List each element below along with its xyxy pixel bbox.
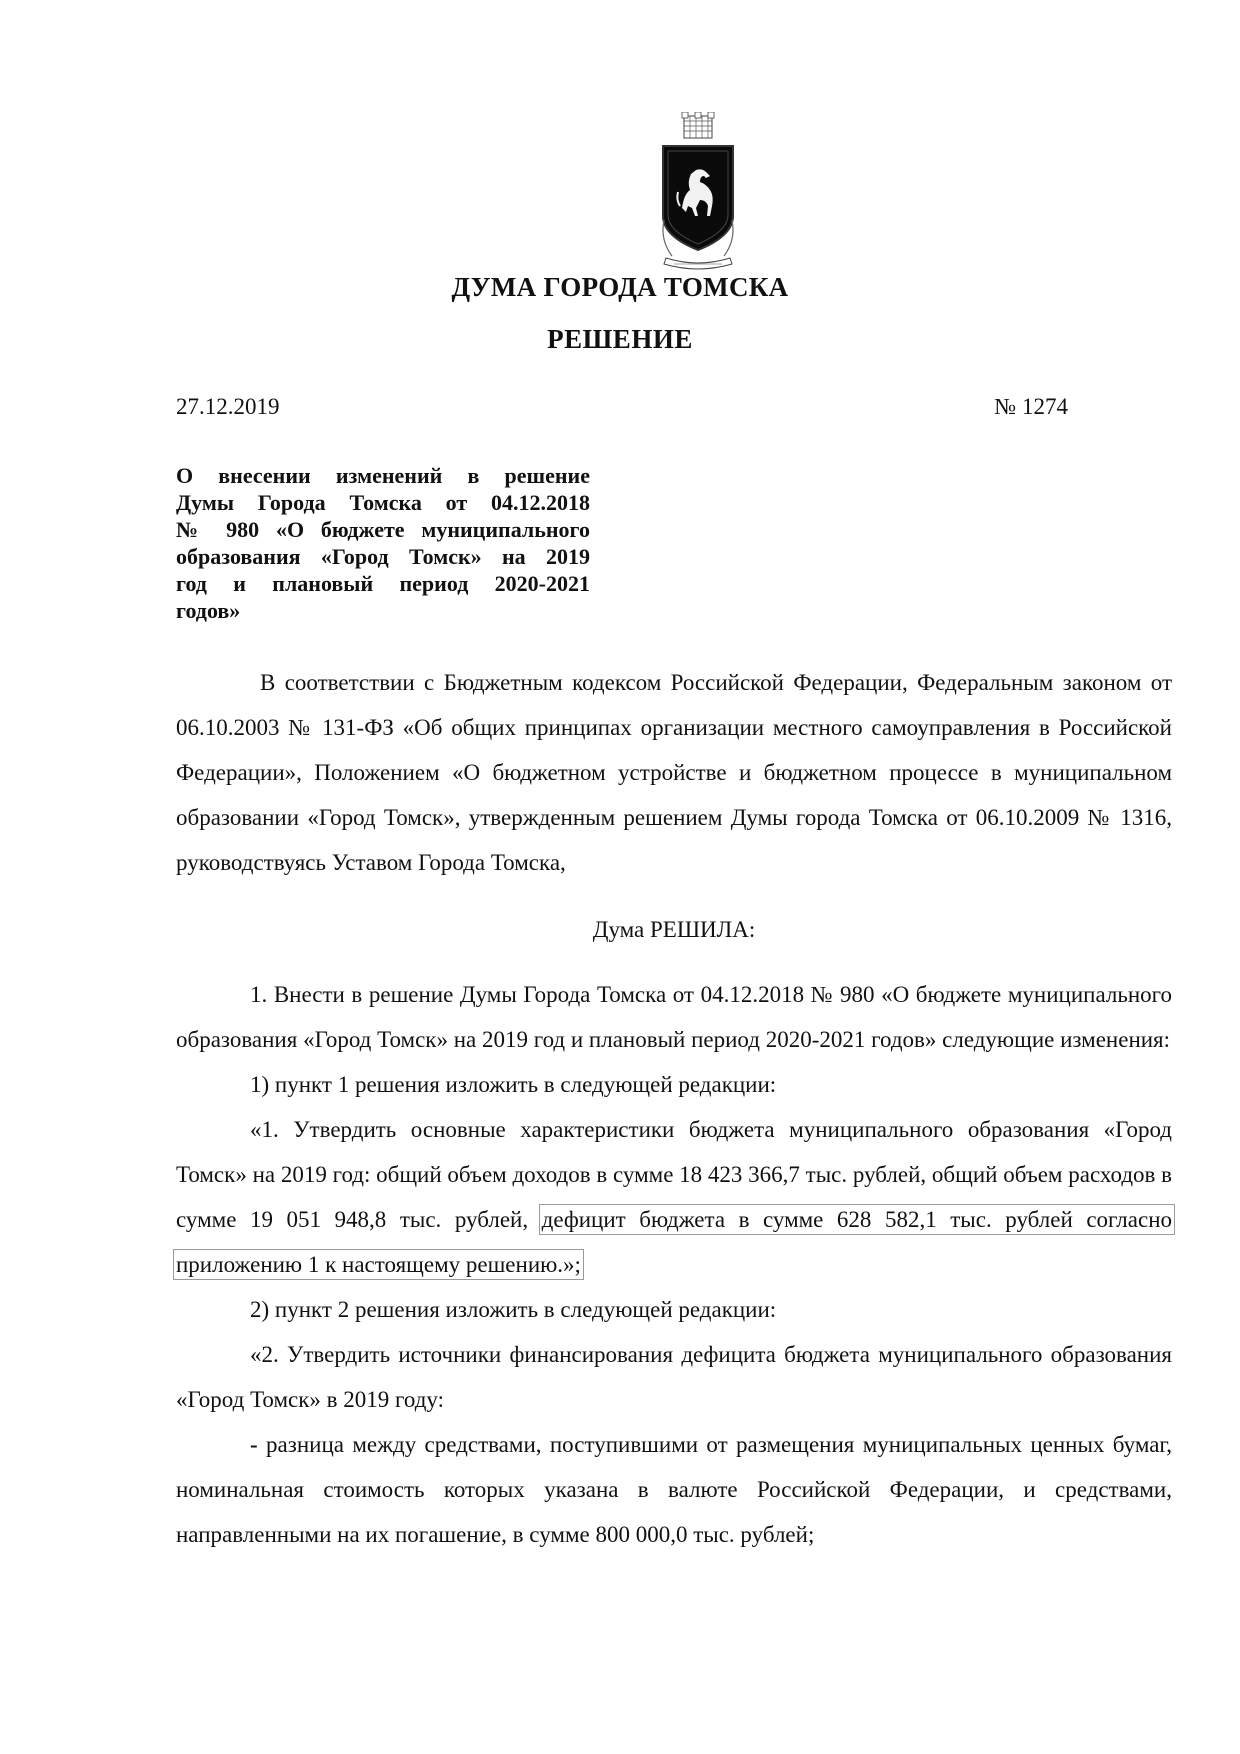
document-kind: РЕШЕНИЕ [547, 324, 693, 354]
subitem-1-heading: 1) пункт 1 решения изложить в следующей редакции: [250, 1072, 777, 1097]
subject-line: год и плановый период 2020-2021 [176, 571, 590, 596]
organization-title: ДУМА ГОРОДА ТОМСКА [451, 272, 789, 302]
subject-line: годов» [176, 598, 241, 623]
subject-line: образования «Город Томск» на 2019 [176, 544, 590, 569]
document-subject [176, 462, 590, 624]
subject-line: № 980 «О бюджете муниципального [176, 517, 590, 542]
document-body [176, 660, 1172, 1557]
bullet-text: разница между средствами, поступившими от размещения муниципальных ценных бумаг, номинальная стоимость которых указана в валюте Российской Федерации, и средствами, направленными на их погашение, в сумме 800 000,0 тыс. рублей; [176, 1432, 1173, 1547]
subitem-2-text: «2. Утвердить источники финансирования дефицита бюджета муниципального образования «Город Томск» в 2019 году: [176, 1342, 1172, 1412]
subitem-1-text [176, 1107, 1172, 1287]
item-1-paragraph: 1. Внести в решение Думы Города Томска от 04.12.2018 № 980 «О бюджете муниципального образования «Город Томск» на 2019 год и плановый период 2020-2021 годов» следующие изменения: [176, 982, 1172, 1052]
deficit-highlight: дефицит бюджета в сумме 628 582,1 тыс. рублей согласно приложению 1 к настоящему решению.»; [176, 1207, 1173, 1277]
coat-of-arms-emblem [660, 112, 736, 276]
bullet-dash: - [250, 1432, 258, 1457]
bullet-paragraph [176, 1422, 1172, 1557]
subject-line: Думы Города Томска от 04.12.2018 [176, 490, 590, 515]
document-date: 27.12.2019 [176, 394, 280, 419]
subitem-1-text-main: «1. Утвердить основные характеристики бюджета муниципального образования «Город Томск» на 2019 год: общий объем доходов в сумме 18 423 366,7 тыс. рублей, общий объем расходов в сумме 19 051 948,8 тыс. рублей, [176, 1117, 1172, 1232]
subject-line: О внесении изменений в решение [176, 463, 590, 488]
preamble-paragraph: В соответствии с Бюджетным кодексом Российской Федерации, Федеральным законом от 06.10.2003 № 131-ФЗ «Об общих принципах организации местного самоуправления в Российской Федерации», Положением «О бюджетном устройстве и бюджетном процессе в муниципальном образовании «Город Томск», утвержденным решением Думы города Томска от 06.10.2009 № 1316, руководствуясь Уставом Города Томска, [176, 670, 1172, 875]
document-number: № 1274 [994, 394, 1068, 419]
decision-heading: Дума РЕШИЛА: [592, 917, 756, 942]
subitem-2-heading: 2) пункт 2 решения изложить в следующей редакции: [250, 1297, 777, 1322]
